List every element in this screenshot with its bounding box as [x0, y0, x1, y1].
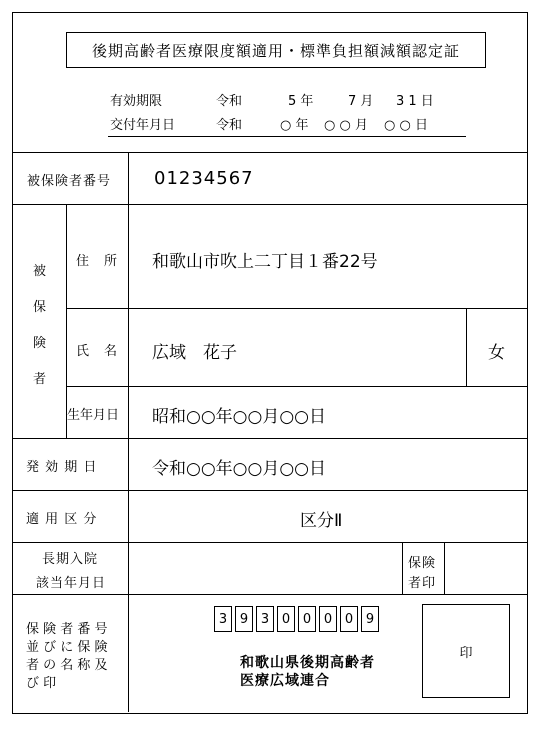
effective-label: 発 効 期 日 [26, 460, 98, 475]
name-label: 氏 名 [76, 344, 119, 359]
divider-v [128, 490, 129, 542]
issue-day: ○ ○ 日 [384, 118, 428, 133]
issue-underline [108, 136, 466, 137]
divider-v [128, 542, 129, 712]
stamp-label-line2: 者印 [408, 576, 437, 591]
divider [12, 490, 528, 491]
insurer-digit: 3 [214, 606, 232, 632]
insurer-seal-box [422, 604, 510, 698]
issue-month: ○ ○ 月 [324, 118, 368, 133]
insurer-digit: 9 [361, 606, 379, 632]
divider [66, 386, 528, 387]
birth-value: 昭和○○年○○月○○日 [152, 407, 327, 427]
insurer-name-line2: 医療広域連合 [240, 673, 330, 689]
birth-label: 生年月日 [67, 408, 120, 423]
divider [12, 438, 528, 439]
divider [12, 204, 528, 205]
long-stay-label-line2: 該当年月日 [36, 576, 107, 591]
insurer-label-line: び 印 [26, 676, 57, 691]
validity-label: 有効期限 [110, 94, 163, 109]
insurer-name-line1: 和歌山県後期高齢者 [240, 655, 375, 671]
insured-vertical-char: 被 [33, 264, 48, 279]
long-stay-label-line1: 長期入院 [42, 552, 99, 567]
effective-value: 令和○○年○○月○○日 [152, 459, 327, 479]
divider-v [128, 152, 129, 439]
insurer-digit: 9 [235, 606, 253, 632]
validity-month: 7 月 [348, 94, 374, 109]
address-value: 和歌山市吹上二丁目１番22号 [152, 252, 378, 272]
insurer-label-line: 者 の 名 称 及 [26, 658, 108, 673]
divider-v [444, 542, 445, 594]
insured-vertical-char: 者 [33, 372, 48, 387]
divider [12, 594, 528, 595]
insurer-number [214, 606, 384, 632]
category-value: 区分Ⅱ [300, 511, 343, 531]
name-value: 広域 花子 [152, 343, 237, 363]
divider-v [66, 204, 67, 438]
stamp-label-line1: 保険 [408, 556, 437, 571]
issue-label: 交付年月日 [110, 118, 176, 133]
validity-era: 令和 [216, 94, 243, 109]
insurer-digit: 0 [319, 606, 337, 632]
insurer-label-line: 保 険 者 番 号 [26, 622, 108, 637]
divider [66, 308, 528, 309]
sex-value: 女 [488, 343, 505, 363]
divider [12, 152, 528, 153]
validity-day: 3 1 日 [396, 94, 434, 109]
category-label: 適 用 区 分 [26, 512, 98, 527]
insured-vertical-char: 保 [33, 300, 48, 315]
address-label: 住 所 [76, 254, 119, 269]
insured-number-value: 01234567 [154, 168, 254, 189]
issue-era: 令和 [216, 118, 243, 133]
insurer-digit: 0 [277, 606, 295, 632]
divider-v [466, 308, 467, 386]
insurer-digit: 0 [298, 606, 316, 632]
certificate-title: 後期高齢者医療限度額適用・標準負担額減額認定証 [66, 32, 486, 68]
insurer-digit: 3 [256, 606, 274, 632]
validity-year: 5 年 [288, 94, 314, 109]
insurer-digit: 0 [340, 606, 358, 632]
seal-label: 印 [459, 645, 473, 661]
issue-year: ○ 年 [280, 118, 309, 133]
divider-v [128, 438, 129, 490]
divider-v [402, 542, 403, 594]
insurer-label-line: 並 び に 保 険 [26, 640, 108, 655]
insured-number-label: 被保険者番号 [27, 174, 112, 189]
divider [12, 542, 528, 543]
insured-vertical-char: 険 [33, 336, 48, 351]
